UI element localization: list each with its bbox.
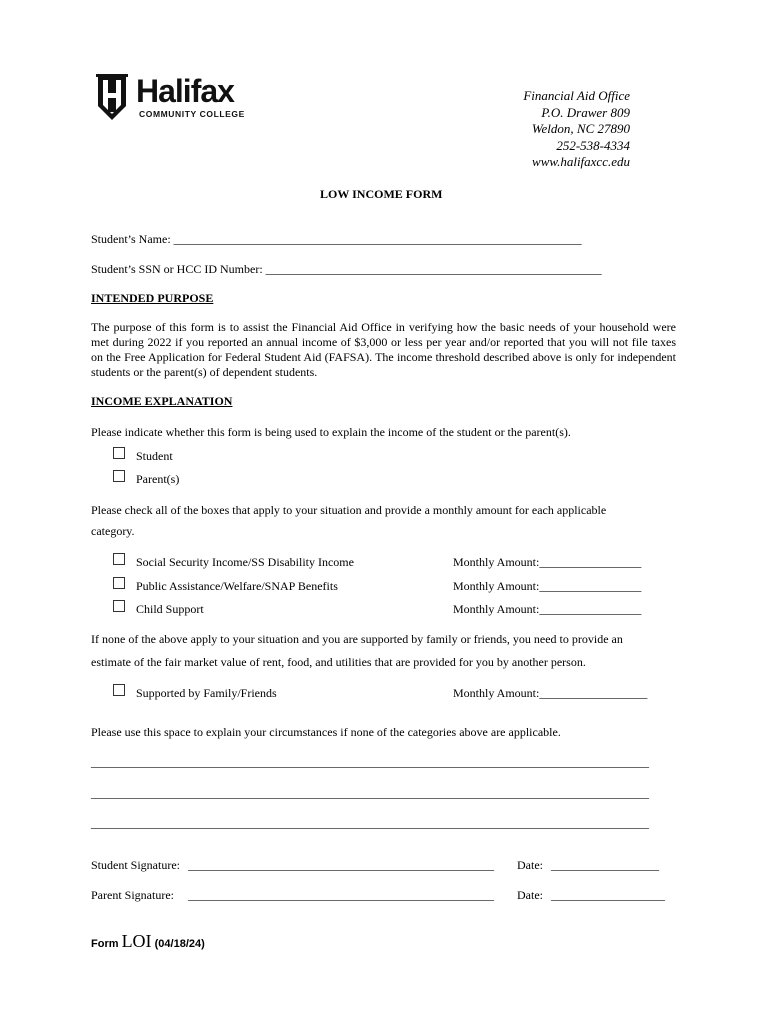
income-instruction: Please indicate whether this form is being used to explain the income of the student or the parent(s). (91, 425, 571, 439)
intended-purpose-heading: INTENDED PURPOSE (91, 291, 214, 305)
student-date-label: Date: (517, 858, 543, 872)
form-identifier (91, 931, 205, 952)
family-support-amount-field[interactable]: Monthly Amount:__________________ (453, 686, 648, 700)
city-state-zip: Weldon, NC 27890 (531, 121, 630, 136)
po-box: P.O. Drawer 809 (541, 104, 630, 120)
parent-signature-field[interactable]: ___________________________________________________ (188, 888, 494, 902)
logo-wordmark: Halifax (136, 73, 234, 109)
student-signature-label: Student Signature: (91, 858, 180, 872)
website[interactable]: www.halifaxcc.edu (532, 154, 630, 169)
office-name: Financial Aid Office (523, 88, 630, 103)
parents-option-label: Parent(s) (136, 472, 180, 486)
ss-income-label: Social Security Income/SS Disability Income (136, 555, 354, 569)
parent-date-field[interactable]: ___________________ (551, 888, 665, 902)
check-instruction: Please check all of the boxes that apply to your situation and provide a monthly amount for each applicable (91, 503, 607, 517)
check-instruction-cont: category. (91, 524, 135, 538)
student-id-field[interactable]: Student’s SSN or HCC ID Number: ________________________________________________________ (91, 262, 602, 276)
none-apply-text: If none of the above apply to your situation and you are supported by family or friends, you need to provide an (91, 632, 623, 646)
student-checkbox[interactable] (113, 447, 125, 459)
logo-subtitle: COMMUNITY COLLEGE (139, 109, 245, 119)
form-title: LOW INCOME FORM (320, 187, 443, 201)
parent-date-label: Date: (517, 888, 543, 902)
shield-h-logo-icon (94, 72, 130, 122)
form-code: LOI (121, 931, 152, 951)
college-logo (94, 70, 269, 124)
form-date: (04/18/24) (154, 938, 205, 950)
child-support-amount-field[interactable]: Monthly Amount:_________________ (453, 602, 642, 616)
parent-signature-label: Parent Signature: (91, 888, 174, 902)
form-prefix: Form (91, 938, 119, 950)
income-explanation-heading: INCOME EXPLANATION (91, 394, 233, 408)
intended-purpose-text: The purpose of this form is to assist the Financial Aid Office in verifying how the basic needs of your household were met during 2022 if you reported an annual income of $3,000 or less per year and/or reported that you will not file taxes on the Free Application for Federal Student Aid (FAFSA). The income threshold described above is only for independent students or the parent(s) of dependent students. (91, 320, 676, 379)
office-address (523, 88, 630, 171)
ss-income-checkbox[interactable] (113, 553, 125, 565)
ss-income-amount-field[interactable]: Monthly Amount:_________________ (453, 555, 642, 569)
student-option-label: Student (136, 449, 173, 463)
phone-number: 252-538-4334 (556, 137, 630, 153)
explain-prompt: Please use this space to explain your circumstances if none of the categories above are applicable. (91, 725, 561, 739)
public-assistance-checkbox[interactable] (113, 577, 125, 589)
family-support-checkbox[interactable] (113, 684, 125, 696)
explain-line-1[interactable]: _____________________________________________________________________________________________ (91, 755, 649, 769)
explain-line-2[interactable]: _____________________________________________________________________________________________ (91, 786, 649, 800)
none-apply-text-cont: estimate of the fair market value of rent, food, and utilities that are provided for you by another person. (91, 655, 586, 669)
public-assistance-amount-field[interactable]: Monthly Amount:_________________ (453, 579, 642, 593)
parents-checkbox[interactable] (113, 470, 125, 482)
family-support-label: Supported by Family/Friends (136, 686, 277, 700)
student-name-field[interactable]: Student’s Name: ____________________________________________________________________ (91, 232, 582, 246)
student-signature-field[interactable]: ___________________________________________________ (188, 858, 494, 872)
child-support-checkbox[interactable] (113, 600, 125, 612)
child-support-label: Child Support (136, 602, 204, 616)
student-date-field[interactable]: __________________ (551, 858, 659, 872)
explain-line-3[interactable]: _____________________________________________________________________________________________ (91, 816, 649, 830)
public-assistance-label: Public Assistance/Welfare/SNAP Benefits (136, 579, 338, 593)
